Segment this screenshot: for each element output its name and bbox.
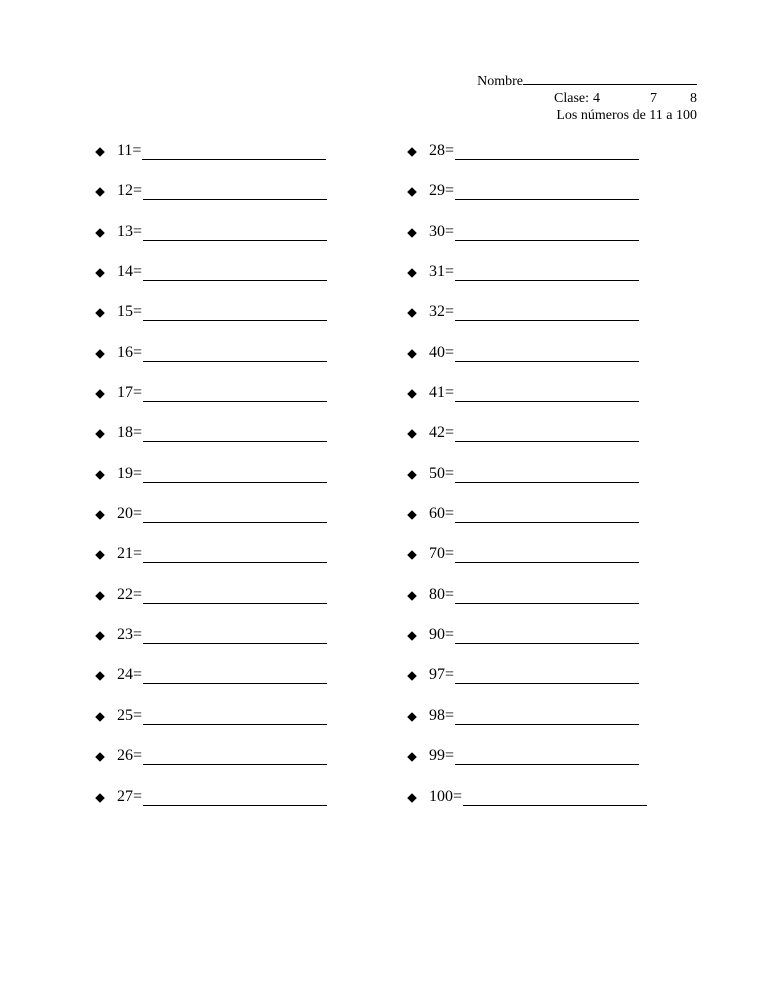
worksheet-item (407, 422, 647, 462)
item-number-label: 29= (429, 182, 455, 200)
answer-blank-line[interactable] (143, 342, 327, 362)
diamond-bullet-icon (407, 228, 417, 238)
worksheet-item (407, 301, 647, 341)
answer-blank-line[interactable] (455, 382, 639, 402)
item-number-label: 40= (429, 343, 455, 361)
diamond-bullet-icon (407, 309, 417, 319)
item-number-label: 18= (117, 424, 143, 442)
worksheet-item (407, 463, 647, 503)
worksheet-item (407, 705, 647, 745)
diamond-bullet-icon (407, 793, 417, 803)
diamond-bullet-icon (407, 631, 417, 641)
answer-blank-line[interactable] (463, 786, 647, 806)
item-number-label: 90= (429, 626, 455, 644)
worksheet-item (95, 624, 327, 664)
answer-blank-line[interactable] (143, 422, 327, 442)
diamond-bullet-icon (95, 591, 105, 601)
worksheet-item (407, 664, 647, 704)
worksheet-item (95, 382, 327, 422)
item-number-label: 60= (429, 505, 455, 523)
answer-blank-line[interactable] (143, 584, 327, 604)
answer-blank-line[interactable] (455, 463, 639, 483)
item-number-label: 19= (117, 464, 143, 482)
answer-blank-line[interactable] (455, 664, 639, 684)
diamond-bullet-icon (95, 349, 105, 359)
worksheet-item (95, 301, 327, 341)
diamond-bullet-icon (95, 228, 105, 238)
worksheet-item (95, 786, 327, 826)
answer-blank-line[interactable] (143, 786, 327, 806)
worksheet-item (95, 543, 327, 583)
diamond-bullet-icon (407, 712, 417, 722)
diamond-bullet-icon (407, 672, 417, 682)
answer-blank-line[interactable] (143, 261, 327, 281)
item-number-label: 27= (117, 787, 143, 805)
diamond-bullet-icon (95, 672, 105, 682)
item-number-label: 99= (429, 747, 455, 765)
answer-blank-line[interactable] (143, 624, 327, 644)
item-number-label: 80= (429, 585, 455, 603)
item-number-label: 100= (429, 787, 463, 805)
item-number-label: 26= (117, 747, 143, 765)
item-number-label: 50= (429, 464, 455, 482)
worksheet-item (407, 745, 647, 785)
worksheet-item (95, 261, 327, 301)
diamond-bullet-icon (95, 309, 105, 319)
subtitle-text: Los números de 11 a 100 (556, 108, 697, 123)
worksheet-item (95, 664, 327, 704)
worksheet-header (457, 70, 697, 124)
diamond-bullet-icon (95, 268, 105, 278)
answer-blank-line[interactable] (455, 140, 639, 160)
item-number-label: 21= (117, 545, 143, 563)
answer-blank-line[interactable] (455, 624, 639, 644)
worksheet-item (407, 624, 647, 664)
diamond-bullet-icon (407, 551, 417, 561)
clase-value: 7 (650, 91, 657, 106)
item-number-label: 42= (429, 424, 455, 442)
diamond-bullet-icon (95, 389, 105, 399)
item-number-label: 97= (429, 666, 455, 684)
item-number-label: 15= (117, 303, 143, 321)
diamond-bullet-icon (407, 470, 417, 480)
diamond-bullet-icon (407, 752, 417, 762)
answer-blank-line[interactable] (143, 221, 327, 241)
item-number-label: 22= (117, 585, 143, 603)
diamond-bullet-icon (95, 188, 105, 198)
diamond-bullet-icon (407, 147, 417, 157)
answer-blank-line[interactable] (455, 422, 639, 442)
diamond-bullet-icon (95, 793, 105, 803)
worksheet-item (95, 221, 327, 261)
worksheet-subtitle (457, 107, 697, 124)
worksheet-item (95, 705, 327, 745)
item-number-label: 16= (117, 343, 143, 361)
item-number-label: 20= (117, 505, 143, 523)
answer-blank-line[interactable] (455, 503, 639, 523)
item-number-label: 17= (117, 384, 143, 402)
worksheet-item (95, 180, 327, 220)
answer-blank-line[interactable] (455, 543, 639, 563)
clase-label: Clase: (554, 91, 589, 106)
answer-blank-line[interactable] (455, 221, 639, 241)
item-number-label: 41= (429, 384, 455, 402)
answer-blank-line[interactable] (143, 503, 327, 523)
worksheet-item (407, 180, 647, 220)
item-number-label: 23= (117, 626, 143, 644)
diamond-bullet-icon (407, 510, 417, 520)
item-number-label: 24= (117, 666, 143, 684)
diamond-bullet-icon (407, 268, 417, 278)
worksheet-item (95, 745, 327, 785)
worksheet-item (407, 584, 647, 624)
right-column (407, 140, 647, 826)
worksheet-item (407, 342, 647, 382)
answer-blank-line[interactable] (455, 180, 639, 200)
worksheet-item (95, 342, 327, 382)
diamond-bullet-icon (407, 389, 417, 399)
worksheet-item (407, 786, 647, 826)
item-number-label: 11= (117, 142, 142, 159)
answer-blank-line[interactable] (143, 180, 327, 200)
item-number-label: 25= (117, 706, 143, 724)
clase-value: 8 (690, 91, 697, 106)
item-number-label: 13= (117, 222, 143, 240)
worksheet-item (407, 543, 647, 583)
diamond-bullet-icon (95, 631, 105, 641)
worksheet-item (407, 382, 647, 422)
diamond-bullet-icon (95, 430, 105, 440)
diamond-bullet-icon (95, 752, 105, 762)
worksheet-item (407, 140, 647, 180)
answer-blank-line[interactable] (455, 301, 639, 321)
worksheet-item (407, 261, 647, 301)
worksheet-item (95, 503, 327, 543)
answer-blank-line[interactable] (455, 705, 639, 725)
item-number-label: 98= (429, 706, 455, 724)
answer-blank-line[interactable] (143, 745, 327, 765)
clase-line (457, 90, 697, 107)
name-label: Nombre (477, 74, 523, 89)
diamond-bullet-icon (407, 349, 417, 359)
diamond-bullet-icon (407, 591, 417, 601)
answer-blank-line[interactable] (143, 382, 327, 402)
answer-blank-line[interactable] (143, 301, 327, 321)
worksheet-item (95, 140, 327, 180)
diamond-bullet-icon (95, 551, 105, 561)
answer-blank-line[interactable] (455, 745, 639, 765)
diamond-bullet-icon (95, 510, 105, 520)
name-line (457, 70, 697, 90)
worksheet-item (95, 463, 327, 503)
answer-blank-line[interactable] (455, 342, 639, 362)
item-number-label: 30= (429, 222, 455, 240)
item-number-label: 31= (429, 263, 455, 281)
answer-blank-line[interactable] (143, 664, 327, 684)
item-number-label: 70= (429, 545, 455, 563)
answer-blank-line[interactable] (455, 584, 639, 604)
diamond-bullet-icon (95, 712, 105, 722)
left-column (95, 140, 327, 826)
answer-blank-line[interactable] (143, 705, 327, 725)
name-blank-line[interactable] (523, 70, 697, 85)
answer-blank-line[interactable] (143, 543, 327, 563)
diamond-bullet-icon (407, 430, 417, 440)
diamond-bullet-icon (407, 188, 417, 198)
item-number-label: 28= (429, 142, 455, 159)
item-number-label: 14= (117, 263, 143, 281)
worksheet-item (407, 221, 647, 261)
worksheet-item (95, 584, 327, 624)
worksheet-item (407, 503, 647, 543)
answer-blank-line[interactable] (143, 463, 327, 483)
worksheet-item (95, 422, 327, 462)
diamond-bullet-icon (95, 147, 105, 157)
item-number-label: 32= (429, 303, 455, 321)
answer-blank-line[interactable] (142, 140, 326, 160)
answer-blank-line[interactable] (455, 261, 639, 281)
item-number-label: 12= (117, 182, 143, 200)
clase-value: 4 (593, 91, 600, 106)
diamond-bullet-icon (95, 470, 105, 480)
